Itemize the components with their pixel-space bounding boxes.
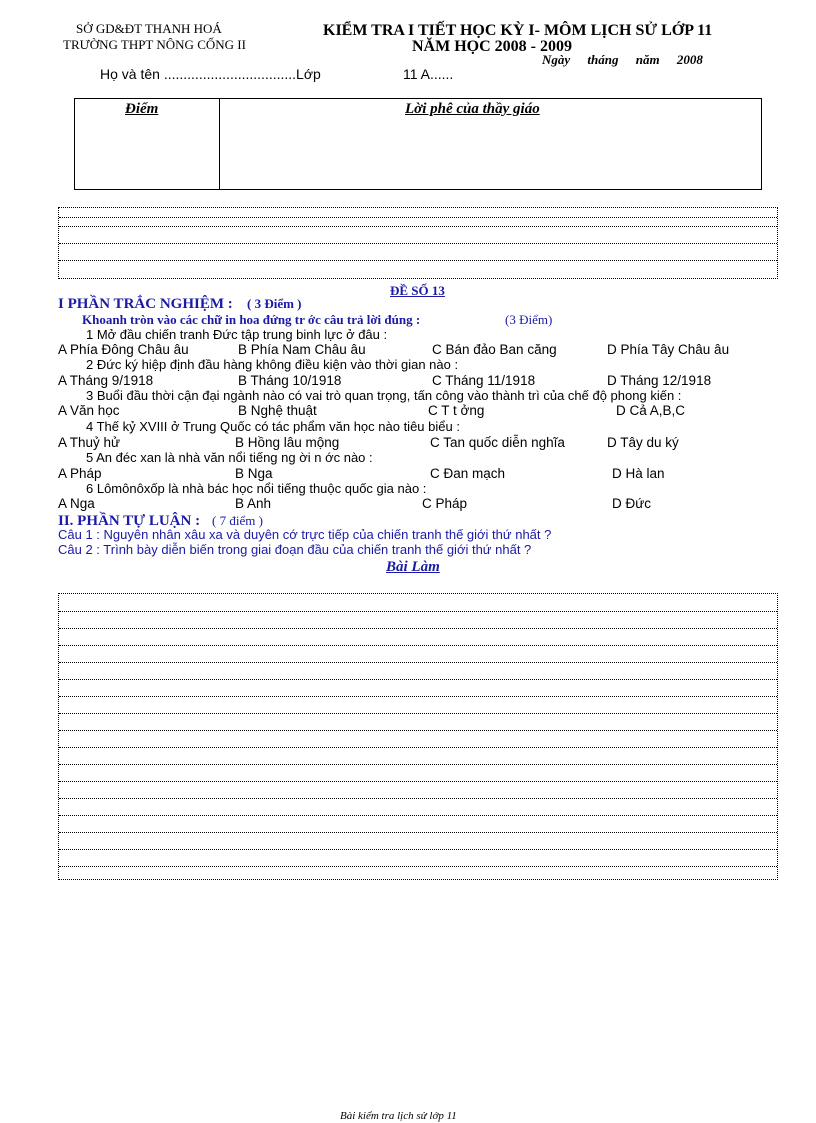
answer-lines <box>58 593 778 880</box>
q4-option-c: C Tan quốc diễn nghĩa <box>430 435 565 450</box>
q6-option-c: C Pháp <box>422 496 468 511</box>
essay-question-1: Câu 1 : Nguyên nhân xâu xa và duyên cớ trực tiếp của chiến tranh thế giới thứ nhất ? <box>58 527 552 542</box>
q5-option-b: B Nga <box>235 466 273 481</box>
answer-line <box>59 764 777 765</box>
q6-option-a: A Nga <box>58 496 95 511</box>
q5-option-c: C Đan mạch <box>430 466 506 481</box>
q1-option-b: B Phía Nam Châu âu <box>238 342 366 357</box>
q2-option-d: D Tháng 12/1918 <box>607 373 712 388</box>
answer-line <box>59 849 777 850</box>
answer-line <box>59 696 777 697</box>
q4-option-d: D Tây du ký <box>607 435 679 450</box>
q1-option-d: D Phía Tây Châu âu <box>607 342 730 357</box>
answer-line <box>59 628 777 629</box>
answer-line <box>59 747 777 748</box>
essay-question-2: Câu 2 : Trình bày diễn biến trong giai đoạn đầu của chiến tranh thế giới thứ nhất ? <box>58 542 532 557</box>
q3-option-b: B Nghệ thuật <box>238 403 317 418</box>
exam-title: KIỂM TRA I TIẾT HỌC KỲ I- MÔM LỊCH SỬ LỚP 11 <box>323 22 713 39</box>
answer-line <box>59 662 777 663</box>
date-line: Ngày tháng năm 2008 <box>542 52 703 67</box>
q3-option-a: A Văn học <box>58 403 120 418</box>
question-3: 3 Buổi đầu thời cận đại ngành nào có vai trò quan trọng, tấn công vào thành trì của chế độ phong kiến : <box>86 388 682 403</box>
part1-heading: I PHẦN TRẮC NGHIỆM : <box>58 296 233 312</box>
answer-line <box>59 645 777 646</box>
q2-option-b: B Tháng 10/1918 <box>238 373 342 388</box>
q3-option-c: C T t ởng <box>428 403 485 418</box>
class-field: 11 A...... <box>403 66 454 82</box>
name-field: Họ và tên ..................................Lớp <box>100 66 321 82</box>
exam-code: ĐỀ SỐ 13 <box>390 283 445 298</box>
question-6: 6 Lômônôxốp là nhà bác học nổi tiếng thuộc quốc gia nào : <box>86 481 427 496</box>
school-name: TRƯỜNG THPT NÔNG CỐNG II <box>63 37 246 52</box>
answer-heading: Bài Làm <box>386 559 440 575</box>
answer-line <box>59 832 777 833</box>
q6-option-b: B Anh <box>235 496 272 511</box>
q5-option-d: D Hà lan <box>612 466 665 481</box>
answer-line <box>59 679 777 680</box>
question-5: 5 An đéc xan là nhà văn nổi tiếng ng ời n ớc nào : <box>86 450 373 465</box>
grade-box <box>74 98 762 190</box>
answer-line <box>59 713 777 714</box>
comment-lines <box>58 207 778 279</box>
q4-option-b: B Hồng lâu mộng <box>235 435 340 450</box>
part1-points: ( 3 Điểm ) <box>247 296 302 311</box>
answer-line <box>59 798 777 799</box>
school-year: NĂM HỌC 2008 - 2009 <box>412 38 572 55</box>
question-1: 1 Mở đầu chiến tranh Đức tập trung binh lực ở đâu : <box>86 327 388 342</box>
part2-heading: II. PHẦN TỰ LUẬN : <box>58 513 201 529</box>
answer-line <box>59 611 777 612</box>
q1-option-a: A Phía Đông Châu âu <box>58 342 189 357</box>
q5-option-a: A Pháp <box>58 466 102 481</box>
part1-instruction: Khoanh tròn vào các chữ in hoa đứng tr ớc câu trả lời đúng : <box>82 312 421 327</box>
part1-instruction-points: (3 Điểm) <box>505 312 553 327</box>
answer-line <box>59 866 777 867</box>
part2-points: ( 7 điểm ) <box>212 513 263 528</box>
footer-text: Bài kiểm tra lịch sử lớp 11 <box>340 1110 457 1122</box>
answer-line <box>59 781 777 782</box>
q4-option-a: A Thuỷ hử <box>58 435 121 450</box>
q3-option-d: D Cả A,B,C <box>616 403 686 418</box>
score-cell <box>75 99 220 189</box>
q2-option-c: C Tháng 11/1918 <box>432 373 536 388</box>
answer-line <box>59 815 777 816</box>
comment-label: Lời phê của thầy giáo <box>405 101 540 117</box>
answer-line <box>59 730 777 731</box>
q1-option-c: C Bán đảo Ban căng <box>432 342 557 357</box>
score-label: Điểm <box>125 101 159 117</box>
question-4: 4 Thế kỷ XVIII ở Trung Quốc có tác phẩm văn học nào tiêu biểu : <box>86 419 460 434</box>
org-name: SỞ GD&ĐT THANH HOÁ <box>76 21 222 36</box>
question-2: 2 Đức ký hiệp định đầu hàng không điều kiện vào thời gian nào : <box>86 357 459 372</box>
q2-option-a: A Tháng 9/1918 <box>58 373 154 388</box>
q6-option-d: D Đức <box>612 496 652 511</box>
